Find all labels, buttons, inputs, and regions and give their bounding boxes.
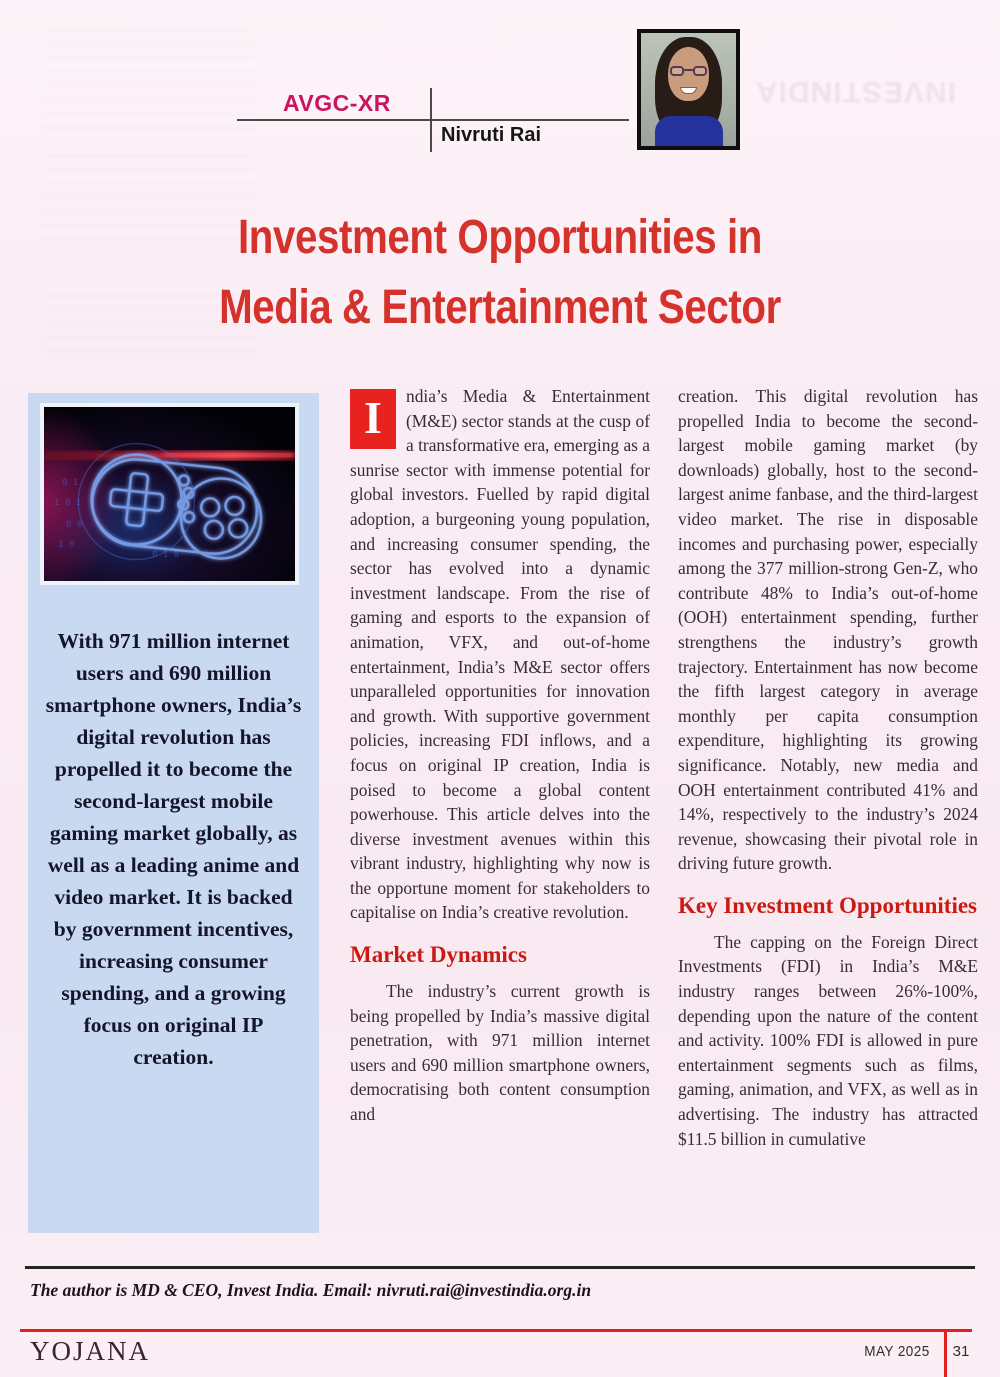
intro-paragraph-text: ndia’s Media & Entertainment (M&E) sector stands at the cusp of a transformative era, emerging as a sunrise sector with immense potential for global investors. Fuelled by rapid digital adoption, a burgeoning young population, and increasing consumer spending, the sector has evolved into a dynamic investment landscape. From the rise of gaming and esports to the expansion of animation, VFX, and out-of-home entertainment, India’s M&E sector offers unparalleled opportunities for innovation and growth. With supportive government policies, increasing FDI inflows, and a focus on original IP creation, India is poised to become a global content powerhouse. This article delves into the diverse investment avenues within this vibrant industry, highlighting why now is the opportune moment for stakeholders to capitalise on India’s creative revolution. [350, 386, 650, 923]
drop-cap: I [350, 389, 396, 449]
section-kicker: AVGC-XR [283, 90, 391, 116]
svg-text:1 0: 1 0 [58, 540, 75, 550]
footer-dark-rule [25, 1266, 975, 1269]
svg-text:0 1: 0 1 [62, 478, 79, 488]
article-title-line2: Media & Entertainment Sector [219, 281, 781, 334]
photo-shirt [655, 116, 723, 146]
author-photo-image [641, 33, 736, 146]
author-name: Nivruti Rai [441, 124, 542, 146]
section-heading-key-investment-opportunities: Key Investment Opportunities [678, 892, 977, 918]
magazine-name: YOJANA [30, 1336, 150, 1366]
section-heading-market-dynamics: Market Dynamics [350, 942, 527, 968]
print-bleedthrough-text: INVESTINDIA [754, 75, 956, 108]
key-investment-paragraph: The capping on the Foreign Direct Investments (FDI) in India’s M&E industry ranges between 26%-100%, depending upon the nature of the content and activity. 100% FDI is allowed in pure entertainment segments such as films, gaming, animation, and VFX, as well as in advertising. The industry has attracted $11.5 billion in cumulative [678, 931, 978, 1149]
svg-text:0 1 0: 0 1 0 [152, 550, 180, 560]
author-photo [637, 29, 740, 150]
svg-text:1 0 1: 1 0 1 [54, 498, 82, 508]
page-number: 31 [952, 1343, 970, 1360]
header-vertical-rule [430, 88, 432, 152]
header-horizontal-rule [237, 119, 629, 121]
svg-text:0 0: 0 0 [66, 520, 83, 530]
issue-date: MAY 2025 [864, 1343, 930, 1360]
article-column-1 [350, 384, 650, 1242]
author-credit-line: The author is MD & CEO, Invest India. Email: nivruti.rai@investindia.org.in [30, 1280, 592, 1300]
market-dynamics-continued-paragraph: creation. This digital revolution has propelled India to become the second-largest mobile gaming market (by downloads) globally, host to the second-largest anime fanbase, and the third-largest video market. The rise in disposable incomes and purchasing power, especially among the 377 million-strong Gen-Z, who contribute 48% to India’s out-of-home (OOH) entertainment spending, further strengthens the industry’s growth trajectory. Entertainment has now become the fifth largest category in average monthly per capita consumption expenditure, highlighting its growing significance. Notably, new media and OOH entertainment contributed 41% and 14%, respectively to the industry’s 2024 revenue, showcasing their pivotal role in driving future growth. [678, 386, 978, 874]
sidebar-panel [28, 393, 319, 1233]
article-column-2 [678, 384, 978, 1242]
footer-red-rule [20, 1329, 972, 1332]
article-title-line1: Investment Opportunities in [237, 211, 763, 264]
intro-paragraph [350, 384, 650, 925]
article-title [0, 203, 1000, 343]
game-controller-illustration [40, 403, 299, 585]
market-dynamics-paragraph: The industry’s current growth is being propelled by India’s massive digital penetration, with 971 million internet users and 690 million smartphone owners, democratising both content consumption and [350, 981, 650, 1125]
photo-glasses [670, 66, 707, 77]
pull-quote: With 971 million internet users and 690 million smartphone owners, India’s digital revolution has propelled it to become the second-largest mobile gaming market globally, as well as a leading anime and video market. It is backed by government incentives, increasing consumer spending, and a growing focus on original IP creation. [45, 629, 302, 1069]
game-controller-svg [44, 407, 295, 581]
